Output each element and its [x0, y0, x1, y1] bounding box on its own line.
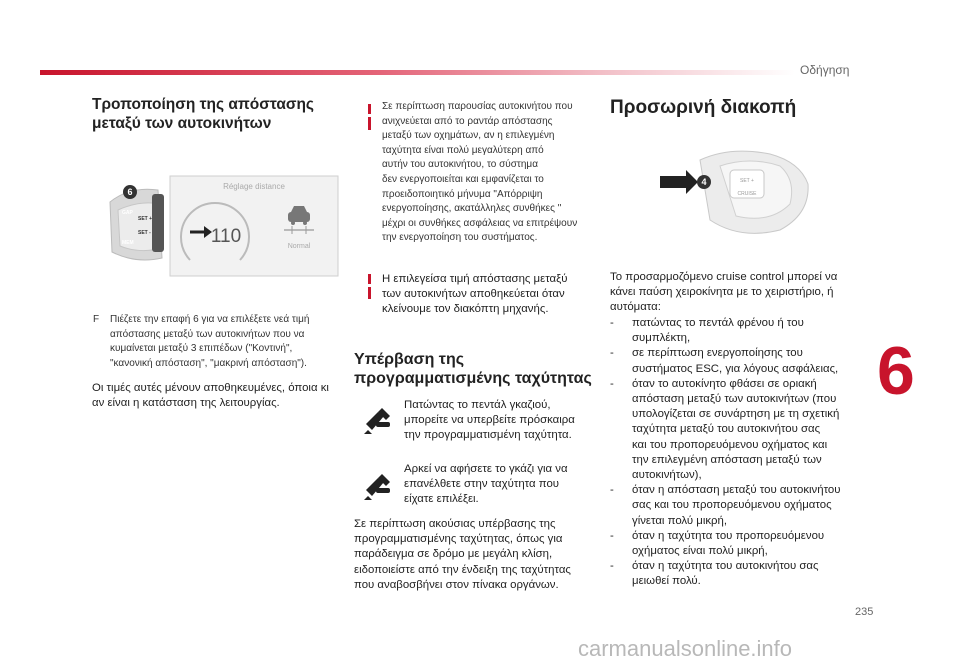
accelerator-released-icon [362, 470, 394, 500]
watermark: carmanualsonline.info [578, 636, 793, 661]
list-item [610, 377, 865, 483]
mem-label: MEM [122, 240, 134, 246]
text-line: Αρκεί να αφήσετε το γκάζι για να [404, 463, 568, 475]
list-item-line: αυτοκινήτων), [632, 469, 702, 482]
text-line: Σε περίπτωση ακούσιας υπέρβασης της [354, 518, 556, 530]
list-item-line: οχήματος είναι πολύ μικρή, [632, 545, 768, 558]
text-line: επανέλθετε στην ταχύτητα που [404, 478, 560, 491]
text-line: προγραμματισμένης ταχύτητας, όπως για [354, 533, 563, 546]
steering-stalk-illustration [100, 172, 340, 280]
instruction-block [110, 313, 348, 371]
body-line: αν είναι η κατάσταση της λειτουργίας. [92, 397, 280, 410]
list-item [610, 483, 865, 529]
info-line: Η επιλεγείσα τιμή απόστασης μεταξύ [382, 273, 568, 285]
info2-marker-top [368, 274, 371, 284]
text-line: Το προσαρμοζόμενο cruise control μπορεί να [610, 271, 838, 283]
display-panel [170, 176, 338, 276]
pause-conditions-list [610, 316, 865, 590]
pause-figure [660, 140, 810, 240]
left-body-text [92, 381, 342, 411]
page-number: 235 [855, 606, 874, 618]
header-accent-bar [40, 70, 795, 75]
overspeed-heading: Υπέρβαση της προγραμματισμένης ταχύτητας [354, 351, 592, 387]
distance-figure [100, 172, 340, 280]
info-marker-top [368, 104, 371, 114]
left-heading: Τροποποίηση της απόστασης μεταξύ των αυτοκινήτων [92, 96, 314, 132]
list-item-line: - όταν η ταχύτητα του προπορευόμενου [632, 529, 825, 542]
instruction-line: απόστασης μεταξύ των αυτοκινήτων που να [110, 328, 305, 340]
info-marker-bottom [368, 117, 371, 130]
overspeed-warning-text [354, 517, 604, 593]
list-item-line: υπολογίζεται σε συνάρτηση με τη σχετική [632, 408, 840, 421]
info-line: προειδοποιητικό μήνυμα "Απόρριψη [382, 188, 543, 200]
info-line: Σε περίπτωση παρουσίας αυτοκινήτου που [382, 101, 573, 112]
set-minus-label: SET - [138, 230, 151, 236]
text-line: που αναβοσβήνει στον πίνακα οργάνων. [354, 578, 559, 591]
info2-marker-bottom [368, 287, 371, 299]
text-line: την προγραμματισμένη ταχύτητα. [404, 429, 572, 442]
display-speed: 110 [210, 226, 242, 247]
info-line: ενεργοποίησης, ακατάλληλες συνθήκες " [382, 203, 562, 215]
text-line: Πατώντας το πεντάλ γκαζιού, [404, 399, 551, 411]
list-item-line: συμπλέκτη, [632, 332, 691, 345]
instruction-marker: F [93, 314, 100, 325]
list-item-line: - όταν η απόσταση μεταξύ του αυτοκινήτου [632, 484, 841, 497]
accelerator-pressed-icon [362, 404, 394, 434]
list-item-line: την επιλεγμένη απόσταση μεταξύ των [632, 453, 822, 466]
info-line: ανιχνεύεται από το ραντάρ απόστασης [382, 115, 553, 127]
list-item-line: σας και του προπορευόμενου οχήματος [632, 499, 832, 512]
info-line: ταχύτητα είναι πολύ μεγαλύτερη από [382, 144, 544, 156]
info-line: αυτήν του αυτοκινήτου, το σύστημα [382, 159, 538, 171]
set-plus-label: SET + [138, 216, 153, 222]
section-title: Οδήγηση [800, 63, 850, 77]
info-line: την ενεργοποίηση του συστήματος. [382, 232, 538, 244]
press-pedal-text [404, 398, 594, 444]
text-line: αυτόματα: [610, 301, 661, 314]
instruction-line: κυμαίνεται μεταξύ 3 επιπέδων ("Κοντινή", [110, 343, 293, 355]
info-line: μεταξύ των οχημάτων, αν η επιλεγμένη [382, 130, 555, 142]
text-line: μπορείτε να υπερβείτε πρόσκαιρα [404, 414, 575, 427]
display-mode: Normal [287, 243, 311, 250]
info-box-radar [382, 100, 597, 246]
info-line: μέχρι οι συνθήκες ασφάλειας να επιτρέψουν [382, 217, 578, 229]
callout-number: 6 [127, 187, 133, 197]
pause-intro [610, 270, 860, 316]
list-item [610, 346, 865, 376]
text-line: είχατε επιλέξει. [404, 493, 479, 506]
instruction-line: Πιέζετε την επαφή 6 για να επιλέξετε νεά τιμή [110, 314, 310, 325]
release-pedal-text [404, 462, 594, 508]
text-line: παράδειγμα σε δρόμο με μεγάλη κλίση, [354, 548, 553, 561]
arrow-right-icon [660, 170, 698, 194]
set-button-label: SET + [740, 178, 754, 184]
instruction-line: "κανονική απόσταση", "μακρινή απόσταση"). [110, 357, 307, 369]
gap-label: GAP [122, 210, 133, 216]
pause-heading: Προσωρινή διακοπή [610, 97, 797, 118]
list-item-line: μειωθεί πολύ. [632, 575, 701, 588]
list-item [610, 529, 865, 559]
callout-number: 4 [701, 177, 707, 187]
info-box-memory [382, 272, 597, 318]
display-title: Réglage distance [223, 182, 285, 191]
cruise-button-label: CRUISE [737, 191, 757, 197]
info-line: των αυτοκινήτων αποθηκεύεται όταν [382, 288, 565, 301]
body-line: Οι τιμές αυτές μένουν αποθηκευμένες, όποια κι [92, 382, 329, 394]
text-line: κάνει παύση χειροκίνητα με το χειριστήριο, ή [610, 286, 834, 299]
info-line: δεν ενεργοποιείται και εμφανίζεται το [382, 173, 544, 185]
list-item-line: και του προπορευόμενου οχήματος και [632, 438, 828, 451]
chapter-number: 6 [877, 333, 915, 409]
list-item [610, 559, 865, 589]
list-item-line: απόσταση μεταξύ των αυτοκινήτων (που [632, 393, 837, 406]
list-item [610, 316, 865, 346]
cruise-stalk-illustration [660, 140, 810, 240]
text-line: ειδοποιείστε από την ένδειξη της ταχύτητας [354, 563, 571, 576]
list-item-line: - πατώντας το πεντάλ φρένου ή του [632, 317, 804, 329]
list-item-line: - σε περίπτωση ενεργοποίησης του [632, 347, 803, 360]
list-item-line: - όταν η ταχύτητα του αυτοκινήτου σας [632, 560, 819, 573]
list-item-line: συστήματος ESC, για λόγους ασφάλειας, [632, 362, 839, 375]
list-item-line: γίνεται πολύ μικρή, [632, 514, 728, 527]
info-line: κλείνουμε τον διακόπτη μηχανής. [382, 303, 549, 316]
list-item-line: - όταν το αυτοκίνητο φθάσει σε οριακή [632, 377, 817, 390]
list-item-line: ταχύτητα μεταξύ του αυτοκινήτου σας [632, 423, 821, 436]
